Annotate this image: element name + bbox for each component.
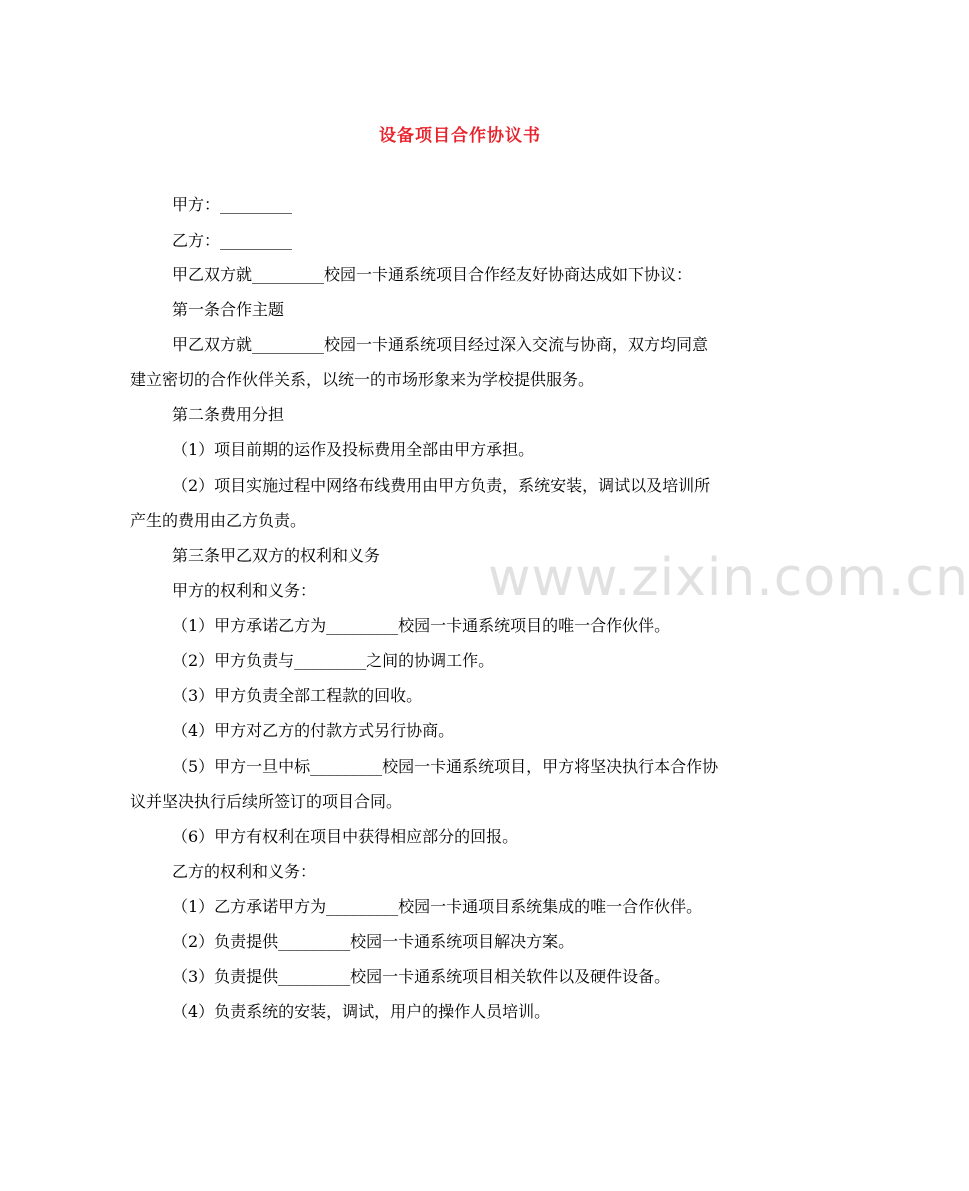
party-b-line: 乙方：_________	[172, 231, 293, 250]
article-1-text-line-1: 甲乙双方就_________校园一卡通系统项目经过深入交流与协商，双方均同意	[172, 335, 709, 354]
article-2-item-2-line-2: 产生的费用由乙方负责。	[130, 511, 307, 530]
party-b-item-2: （2）负责提供_________校园一卡通系统项目解决方案。	[172, 932, 575, 951]
watermark-text: www.zixin.com.cn	[488, 548, 969, 608]
party-a-line: 甲方：_________	[172, 195, 293, 214]
article-2-item-1: （1）项目前期的运作及投标费用全部由甲方承担。	[172, 440, 535, 459]
party-b-item-3: （3）负责提供_________校园一卡通系统项目相关软件以及硬件设备。	[172, 967, 671, 986]
party-b-item-1: （1）乙方承诺甲方为_________校园一卡通项目系统集成的唯一合作伙伴。	[172, 897, 703, 916]
document-title: 设备项目合作协议书	[379, 126, 541, 146]
article-2-item-2-line-1: （2）项目实施过程中网络布线费用由甲方负责，系统安装，调试以及培训所	[172, 476, 711, 495]
party-a-rights-heading: 甲方的权利和义务：	[172, 581, 317, 600]
party-a-item-3: （3）甲方负责全部工程款的回收。	[172, 686, 423, 705]
preamble-line: 甲乙双方就_________校园一卡通系统项目合作经友好协商达成如下协议：	[172, 265, 693, 284]
party-a-item-4: （4）甲方对乙方的付款方式另行协商。	[172, 721, 455, 740]
party-b-item-4: （4）负责系统的安装，调试，用户的操作人员培训。	[172, 1002, 551, 1021]
party-a-item-2: （2）甲方负责与_________之间的协调工作。	[172, 651, 495, 670]
party-a-item-5-line-2: 议并坚决执行后续所签订的项目合同。	[130, 792, 403, 811]
article-2-heading: 第二条费用分担	[172, 405, 285, 424]
article-3-heading: 第三条甲乙双方的权利和义务	[172, 546, 381, 565]
party-b-rights-heading: 乙方的权利和义务：	[172, 862, 317, 881]
article-1-text-line-2: 建立密切的合作伙伴关系，以统一的市场形象来为学校提供服务。	[130, 370, 595, 389]
party-a-item-1: （1）甲方承诺乙方为_________校园一卡通系统项目的唯一合作伙伴。	[172, 616, 671, 635]
party-a-item-6: （6）甲方有权利在项目中获得相应部分的回报。	[172, 827, 519, 846]
party-a-item-5-line-1: （5）甲方一旦中标_________校园一卡通系统项目，甲方将坚决执行本合作协	[172, 757, 719, 776]
article-1-heading: 第一条合作主题	[172, 300, 285, 319]
